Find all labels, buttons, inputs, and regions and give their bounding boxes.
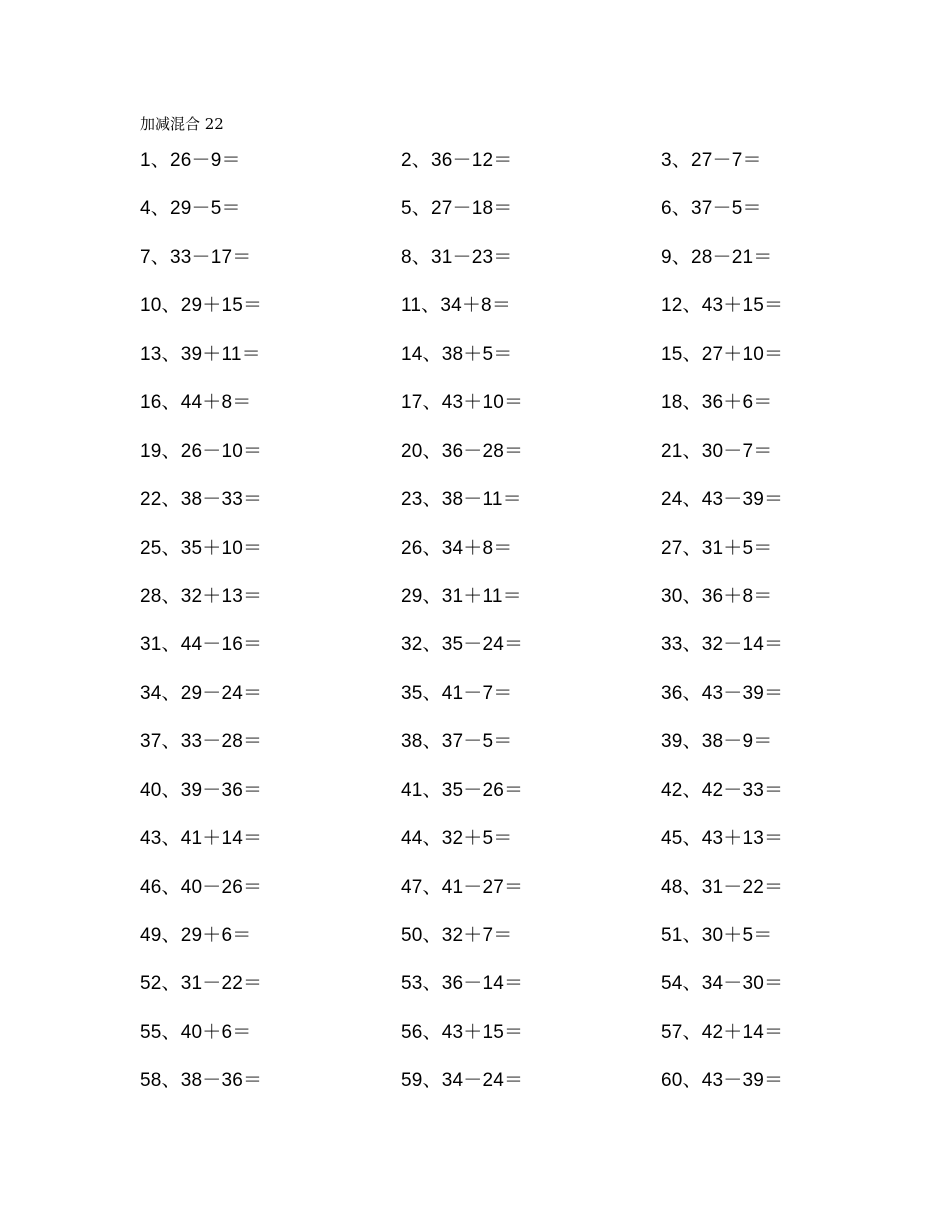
- problem-item: 34、29－24＝: [140, 682, 263, 704]
- problem-item: 41、35－26＝: [401, 779, 524, 801]
- problem-item: 51、30＋5＝: [661, 925, 773, 946]
- problem-item: 29、31＋11＝: [401, 585, 522, 607]
- problem-item: 22、38－33＝: [140, 489, 263, 511]
- problem-item: 58、38－36＝: [140, 1070, 263, 1092]
- problem-row: [140, 875, 820, 923]
- problem-item: 11、34＋8＝: [401, 295, 512, 317]
- problem-row: [140, 778, 820, 826]
- problem-row: [140, 342, 820, 390]
- problem-item: 28、32＋13＝: [140, 585, 263, 607]
- problem-item: 16、44＋8＝: [140, 392, 252, 414]
- problem-item: 7、33－17＝: [140, 246, 252, 268]
- problem-item: 39、38－9＝: [661, 731, 773, 753]
- problem-row: [140, 390, 820, 438]
- problem-item: 30、36＋8＝: [661, 585, 773, 607]
- problem-item: 43、41＋14＝: [140, 828, 263, 850]
- problem-row: [140, 439, 820, 487]
- problem-item: 8、31－23＝: [401, 246, 513, 268]
- problem-item: 23、38－11＝: [401, 489, 522, 511]
- problem-item: 3、27－7＝: [661, 150, 762, 171]
- problem-item: 12、43＋15＝: [661, 295, 784, 317]
- problem-row: [140, 1020, 820, 1068]
- problem-item: 17、43＋10＝: [401, 392, 524, 414]
- problem-item: 2、36－12＝: [401, 150, 513, 171]
- problem-item: 60、43－39＝: [661, 1070, 784, 1092]
- problem-item: 42、42－33＝: [661, 779, 784, 801]
- problem-row: [140, 681, 820, 729]
- problem-item: 5、27－18＝: [401, 198, 513, 220]
- problem-item: 32、35－24＝: [401, 634, 524, 656]
- problem-item: 45、43＋13＝: [661, 828, 784, 850]
- problem-item: 31、44－16＝: [140, 634, 263, 656]
- problem-item: 49、29＋6＝: [140, 925, 252, 946]
- problem-row: [140, 293, 820, 341]
- problem-item: 56、43＋15＝: [401, 1021, 524, 1043]
- problem-row: [140, 487, 820, 535]
- problem-row: [140, 196, 820, 244]
- problem-item: 40、39－36＝: [140, 779, 263, 801]
- problem-item: 37、33－28＝: [140, 731, 263, 753]
- problem-item: 15、27＋10＝: [661, 343, 784, 365]
- problem-item: 35、41－7＝: [401, 682, 513, 704]
- problem-item: 46、40－26＝: [140, 876, 263, 898]
- problem-row: [140, 245, 820, 293]
- problem-item: 18、36＋6＝: [661, 392, 773, 414]
- problem-row: [140, 536, 820, 584]
- problem-row: [140, 632, 820, 680]
- problem-item: 4、29－5＝: [140, 198, 241, 220]
- problem-grid: [140, 148, 820, 1117]
- problem-row: [140, 584, 820, 632]
- problem-item: 20、36－28＝: [401, 440, 524, 462]
- problem-row: [140, 729, 820, 777]
- problem-item: 44、32＋5＝: [401, 828, 513, 850]
- problem-item: 33、32－14＝: [661, 634, 784, 656]
- problem-item: 6、37－5＝: [661, 198, 762, 220]
- problem-item: 19、26－10＝: [140, 440, 263, 462]
- problem-item: 1、26－9＝: [140, 150, 241, 171]
- problem-item: 47、41－27＝: [401, 876, 524, 898]
- problem-item: 21、30－7＝: [661, 440, 773, 462]
- problem-item: 50、32＋7＝: [401, 925, 513, 946]
- problem-item: 24、43－39＝: [661, 489, 784, 511]
- problem-row: [140, 971, 820, 1019]
- problem-item: 10、29＋15＝: [140, 295, 263, 317]
- problem-item: 13、39＋11＝: [140, 343, 261, 365]
- problem-row: [140, 148, 820, 196]
- problem-item: 38、37－5＝: [401, 731, 513, 753]
- problem-item: 54、34－30＝: [661, 973, 784, 995]
- problem-item: 25、35＋10＝: [140, 537, 263, 559]
- problem-item: 14、38＋5＝: [401, 343, 513, 365]
- problem-row: [140, 923, 820, 971]
- problem-item: 27、31＋5＝: [661, 537, 773, 559]
- problem-item: 48、31－22＝: [661, 876, 784, 898]
- problem-item: 26、34＋8＝: [401, 537, 513, 559]
- problem-row: [140, 1068, 820, 1116]
- problem-item: 9、28－21＝: [661, 246, 773, 268]
- problem-item: 53、36－14＝: [401, 973, 524, 995]
- problem-item: 36、43－39＝: [661, 682, 784, 704]
- problem-row: [140, 826, 820, 874]
- problem-item: 55、40＋6＝: [140, 1021, 252, 1043]
- page-title: 加减混合 22: [140, 115, 224, 133]
- problem-item: 52、31－22＝: [140, 973, 263, 995]
- problem-item: 57、42＋14＝: [661, 1021, 784, 1043]
- problem-item: 59、34－24＝: [401, 1070, 524, 1092]
